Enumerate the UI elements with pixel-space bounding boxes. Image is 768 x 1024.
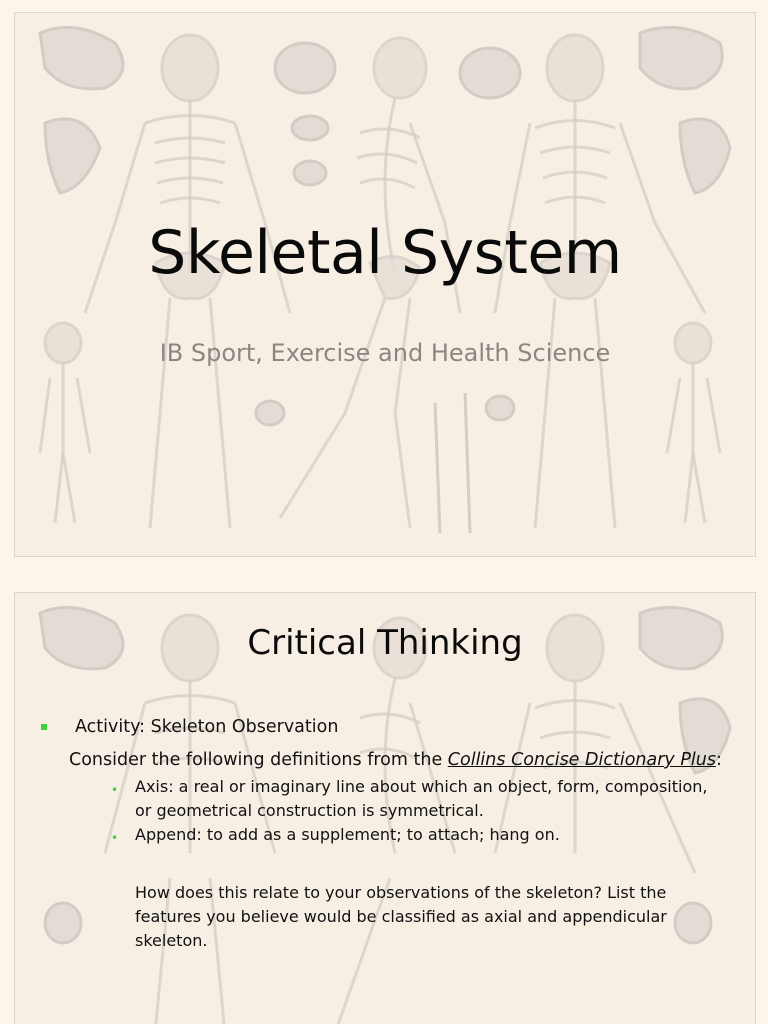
- slide-content: [41, 715, 722, 953]
- scapula-right: [680, 119, 730, 193]
- intro-line: [41, 748, 722, 773]
- scapula-left: [45, 119, 100, 193]
- slide-title: Critical Thinking: [247, 623, 523, 663]
- bullet-activity: [41, 715, 715, 740]
- patella-bone: [256, 401, 284, 425]
- definition-list: [111, 775, 715, 847]
- bullet-square-icon: [41, 724, 47, 730]
- bullet-dot-icon: •: [111, 783, 119, 797]
- definition-text: Axis: a real or imaginary line about which an object, form, composition, or geometrical construction is symmetrical.: [135, 777, 708, 820]
- long-bone-2: [435, 403, 440, 533]
- definition-text: Append: to add as a supplement; to attach; hang on.: [135, 825, 560, 844]
- slide-subtitle: IB Sport, Exercise and Health Science: [159, 339, 611, 367]
- bullet-dot-icon: •: [111, 831, 119, 845]
- intro-prefix: Consider the following definitions from the: [69, 750, 448, 770]
- vertebra-bone-2: [294, 161, 326, 185]
- definition-item-axis: [111, 775, 715, 823]
- definition-item-append: [111, 823, 715, 847]
- question-text: How does this relate to your observations of the skeleton? List the features you believe would be classified as axial and appendicular skeleton.: [135, 883, 667, 950]
- skull-bone-top: [275, 43, 335, 93]
- skull-bone-top-right: [460, 48, 520, 98]
- critical-thinking-slide: [14, 592, 756, 1024]
- slide-title: Skeletal System: [148, 218, 622, 288]
- bullet-activity-text: Activity: Skeleton Observation: [75, 717, 339, 737]
- pelvis-bone-right: [640, 27, 722, 88]
- long-bone: [465, 393, 470, 533]
- dictionary-title: Collins Concise Dictionary Plus: [447, 750, 716, 770]
- title-slide: [14, 12, 756, 557]
- vertebra-bone: [292, 116, 328, 140]
- pelvis-bone-left: [40, 27, 123, 88]
- intro-suffix: :: [715, 750, 722, 770]
- patella-bone-right: [486, 396, 514, 420]
